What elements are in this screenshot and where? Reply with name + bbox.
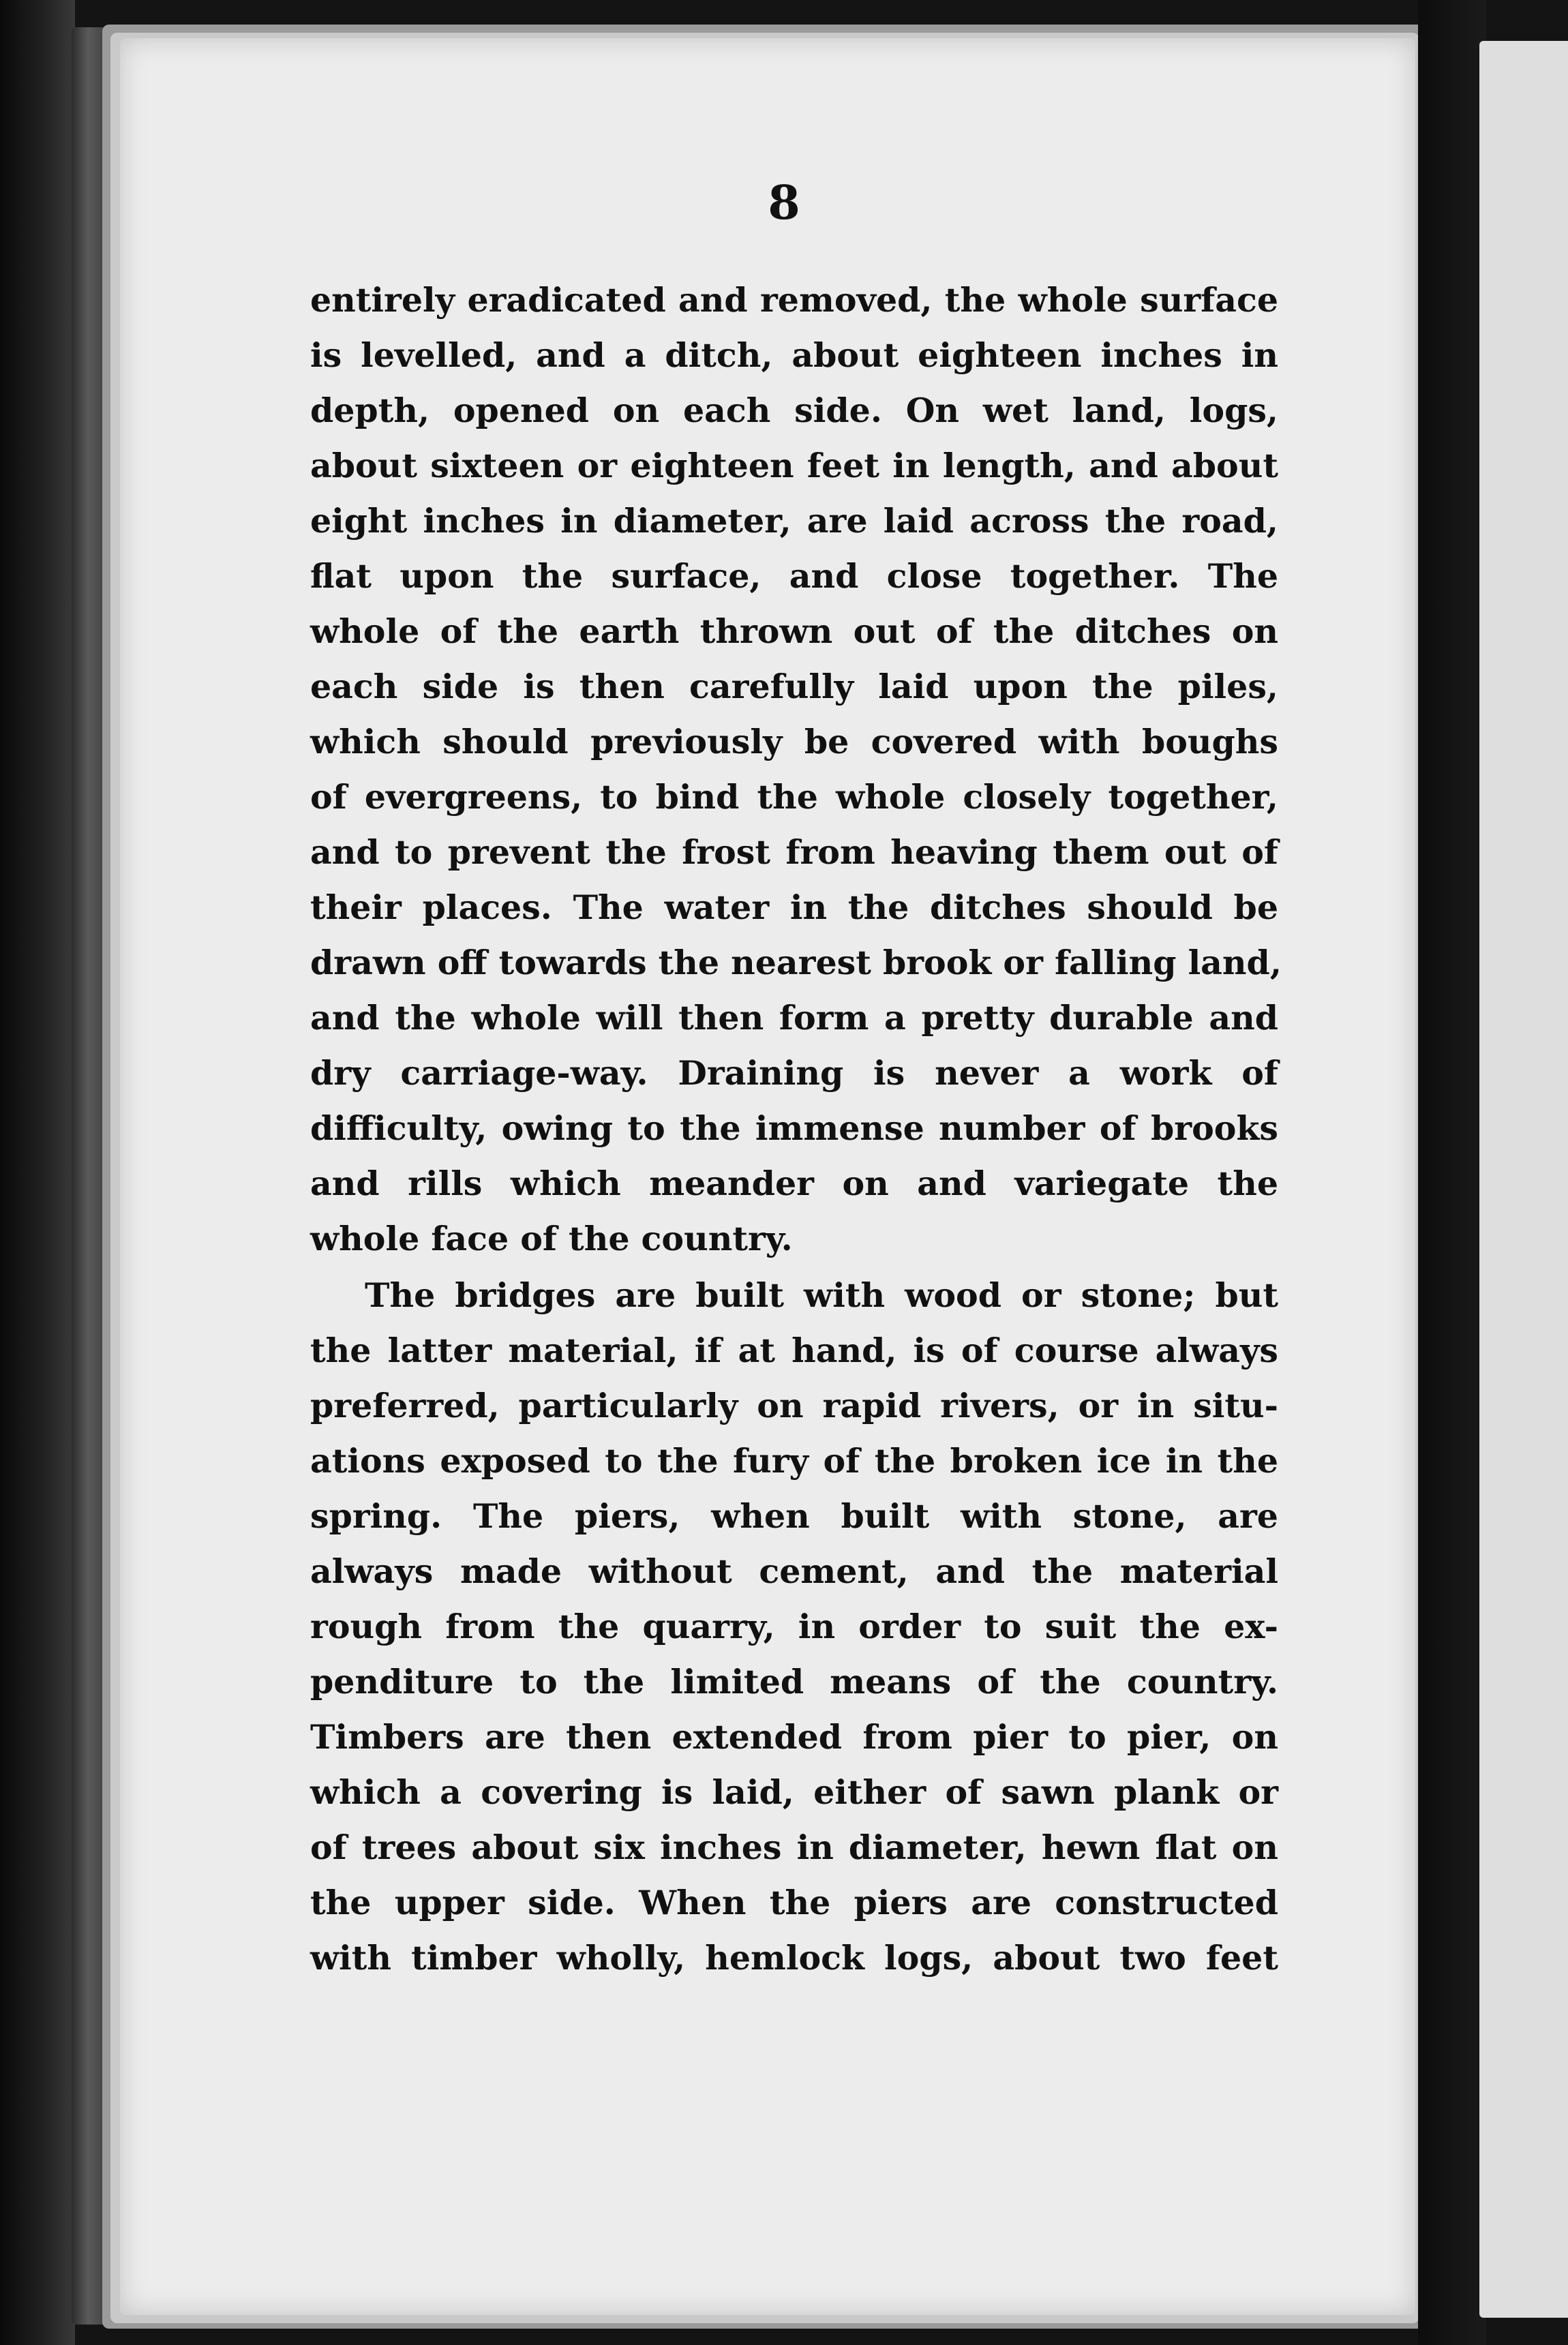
text-line: depth, opened on each side. On wet land, logs, <box>310 391 1278 430</box>
text-line: flat upon the surface, and close together. The <box>310 556 1278 596</box>
text-line: The bridges are built with wood or stone; but <box>365 1275 1278 1315</box>
text-line: and to prevent the frost from heaving them out of <box>310 832 1278 872</box>
text-line: eight inches in diameter, are laid across the road, <box>310 501 1278 541</box>
body-text <box>310 273 1282 1986</box>
text-line: their places. The water in the ditches should be <box>310 888 1278 927</box>
text-line: whole of the earth thrown out of the ditches on <box>310 611 1278 651</box>
text-line: with timber wholly, hemlock logs, about two feet <box>310 1938 1278 1978</box>
text-line: which should previously be covered with boughs <box>310 722 1278 761</box>
text-line: the latter material, if at hand, is of course always <box>310 1331 1278 1370</box>
text-line: difficulty, owing to the immense number of brooks <box>310 1108 1278 1148</box>
text-line: ations exposed to the fury of the broken ice in the <box>310 1441 1278 1481</box>
right-gutter <box>1418 0 1486 2345</box>
page-number: 8 <box>768 176 800 230</box>
text-line: dry carriage-way. Draining is never a work of <box>310 1053 1278 1093</box>
next-page-edge <box>1479 41 1568 2318</box>
text-line: entirely eradicated and removed, the whole surface <box>310 280 1278 320</box>
text-line: is levelled, and a ditch, about eighteen inches in <box>310 335 1278 375</box>
text-line: preferred, particularly on rapid rivers, or in situ- <box>310 1386 1278 1425</box>
text-line: drawn off towards the nearest brook or falling land, <box>310 943 1282 982</box>
text-line: and rills which meander on and variegate the <box>310 1164 1278 1203</box>
text-line: and the whole will then form a pretty durable and <box>310 998 1278 1038</box>
text-line: which a covering is laid, either of sawn plank or <box>310 1772 1278 1812</box>
text-line: each side is then carefully laid upon the piles, <box>310 667 1278 706</box>
text-line: the upper side. When the piers are constructed <box>310 1883 1278 1922</box>
text-line: of evergreens, to bind the whole closely together, <box>310 777 1278 817</box>
text-line: Timbers are then extended from pier to pier, on <box>310 1717 1278 1757</box>
text-line: about sixteen or eighteen feet in length, and about <box>310 446 1278 485</box>
text-line: of trees about six inches in diameter, hewn flat on <box>310 1828 1278 1867</box>
left-gutter <box>0 0 75 2345</box>
text-line: always made without cement, and the material <box>310 1552 1278 1591</box>
text-line: whole face of the country. <box>310 1219 793 1258</box>
text-line: rough from the quarry, in order to suit the ex- <box>310 1607 1278 1646</box>
text-line: penditure to the limited means of the country. <box>310 1662 1278 1701</box>
text-line: spring. The piers, when built with stone, are <box>310 1496 1278 1536</box>
